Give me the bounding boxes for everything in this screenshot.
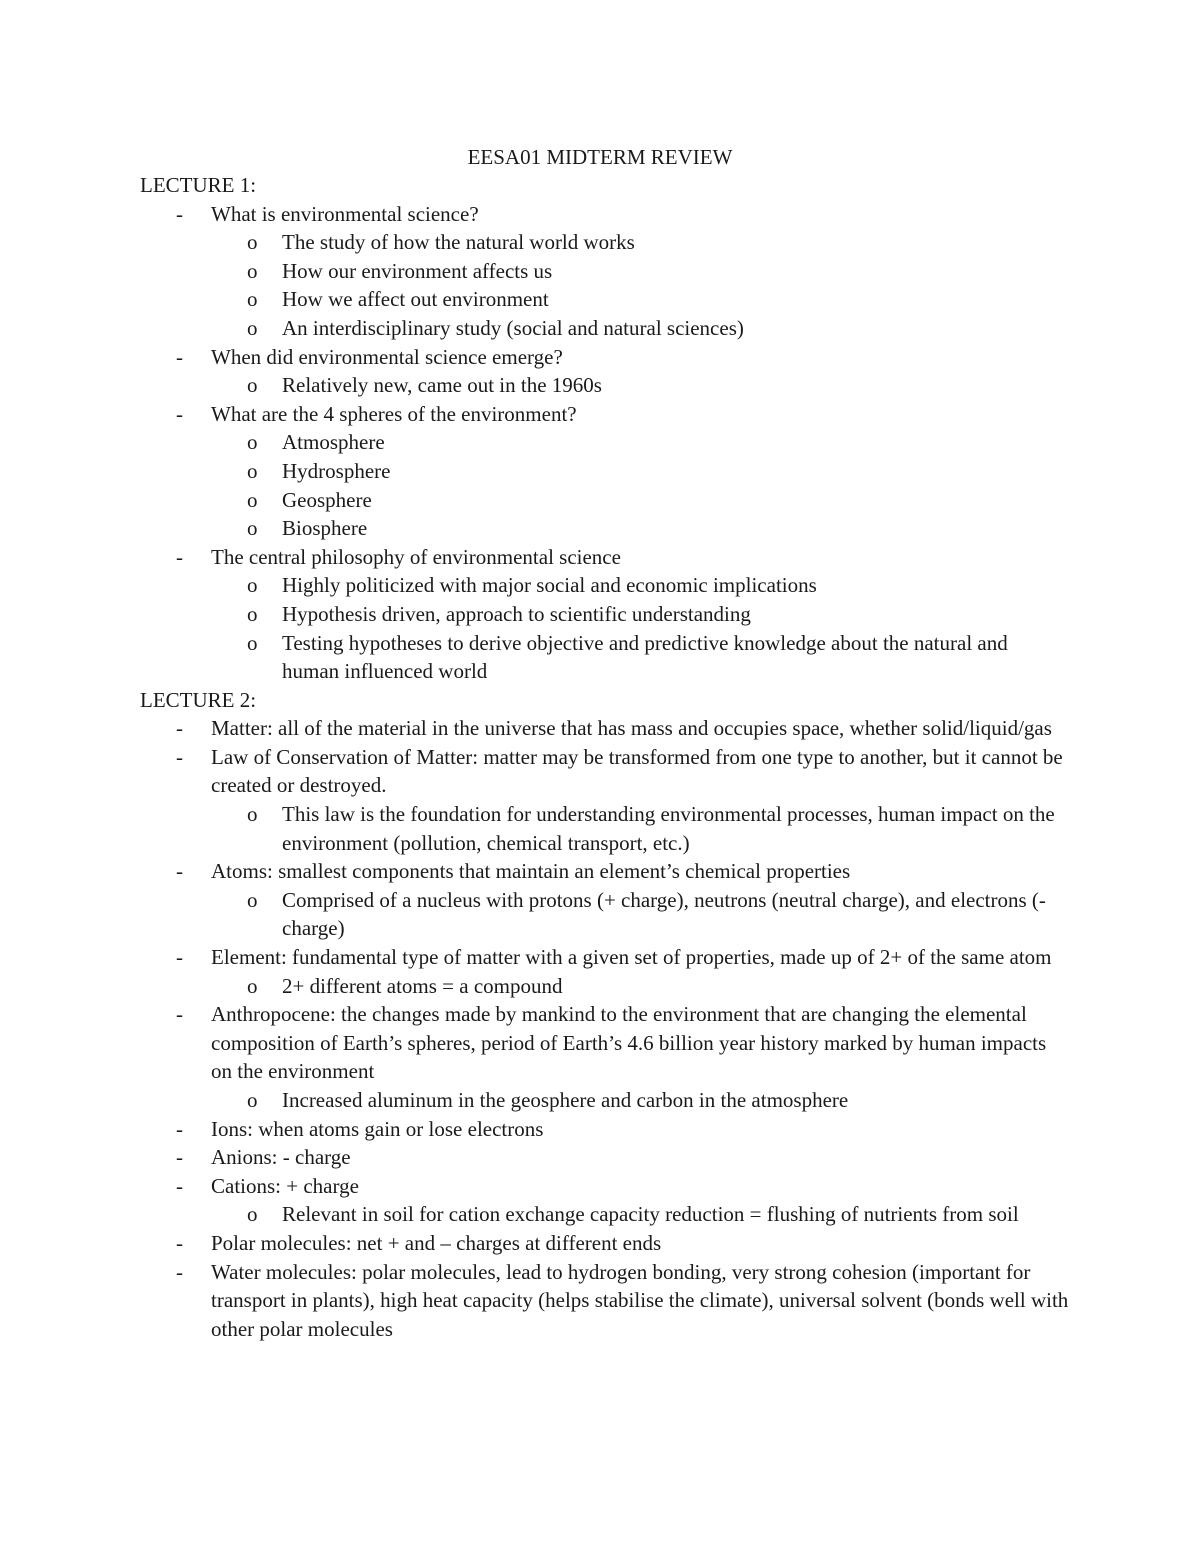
dash-bullet-icon: - (176, 201, 183, 226)
section-heading: LECTURE 1: (140, 173, 257, 197)
bullet-text: Relevant in soil for cation exchange capacity reduction = flushing of nutrients from soil (282, 1202, 1019, 1227)
bullet-item (140, 200, 1070, 229)
dash-bullet-icon: - (176, 945, 183, 970)
bullet-text: Ions: when atoms gain or lose electrons (211, 1116, 544, 1141)
bullet-text: How we affect out environment (282, 287, 549, 312)
bullet-text: An interdisciplinary study (social and natural sciences) (282, 315, 744, 340)
dash-bullet-icon: - (176, 401, 183, 426)
bullet-item (140, 1000, 1070, 1086)
sub-bullet-item (140, 257, 1070, 286)
dash-bullet-icon: - (176, 859, 183, 884)
circle-bullet-icon: o (247, 973, 258, 998)
bullet-text: Highly politicized with major social and economic implications (282, 573, 817, 598)
bullet-text: What is environmental science? (211, 201, 479, 226)
bullet-text: Hypothesis driven, approach to scientific understanding (282, 601, 751, 626)
section-heading: LECTURE 2: (140, 687, 257, 712)
bullet-item (140, 1229, 1070, 1258)
dash-bullet-icon: - (176, 1173, 183, 1198)
sub-bullet-item (140, 1200, 1070, 1229)
circle-bullet-icon: o (247, 287, 258, 312)
dash-bullet-icon: - (176, 344, 183, 369)
dash-bullet-icon: - (176, 1002, 183, 1027)
circle-bullet-icon: o (247, 230, 258, 255)
sub-bullet-item (140, 886, 1070, 943)
bullet-text: Matter: all of the material in the universe that has mass and occupies space, whether solid/liquid/gas (211, 716, 1052, 741)
bullet-text: The central philosophy of environmental science (211, 544, 621, 569)
circle-bullet-icon: o (247, 430, 258, 455)
circle-bullet-icon: o (247, 373, 258, 398)
dash-bullet-icon: - (176, 1145, 183, 1170)
bullet-text: 2+ different atoms = a compound (282, 973, 563, 998)
bullet-text: Comprised of a nucleus with protons (+ charge), neutrons (neutral charge), and electrons (- charge) (282, 887, 1046, 941)
bullet-text: Geosphere (282, 487, 372, 512)
bullet-text: Polar molecules: net + and – charges at different ends (211, 1230, 662, 1255)
bullet-text: When did environmental science emerge? (211, 344, 563, 369)
bullet-item (140, 1258, 1070, 1344)
bullet-text: Element: fundamental type of matter with a given set of properties, made up of 2+ of the same atom (211, 945, 1052, 970)
bullet-item (140, 1172, 1070, 1201)
bullet-item (140, 1143, 1070, 1172)
sub-bullet-item (140, 571, 1070, 600)
sub-bullet-item (140, 486, 1070, 515)
circle-bullet-icon: o (247, 258, 258, 283)
bullet-item (140, 1115, 1070, 1144)
dash-bullet-icon: - (176, 1230, 183, 1255)
circle-bullet-icon: o (247, 887, 258, 912)
circle-bullet-icon: o (247, 315, 258, 340)
document-body (140, 171, 1070, 1343)
bullet-text: Water molecules: polar molecules, lead to hydrogen bonding, very strong cohesion (important for transport in plants), high heat capacity (helps stabilise the climate), universal solvent (bonds well with other polar molecules (211, 1259, 1069, 1341)
bullet-item (140, 714, 1070, 743)
sub-bullet-item (140, 972, 1070, 1001)
bullet-text: Hydrosphere (282, 458, 391, 483)
bullet-item (140, 543, 1070, 572)
sub-bullet-item (140, 600, 1070, 629)
circle-bullet-icon: o (247, 458, 258, 483)
bullet-item (140, 857, 1070, 886)
bullet-item (140, 743, 1070, 800)
sub-bullet-item (140, 800, 1070, 857)
dash-bullet-icon: - (176, 744, 183, 769)
bullet-text: This law is the foundation for understanding environmental processes, human impact on the environment (pollution, chemical transport, etc.) (282, 802, 1055, 855)
bullet-text: How our environment affects us (282, 258, 553, 283)
bullet-text: Atmosphere (282, 430, 385, 455)
bullet-text: Anions: - charge (211, 1145, 351, 1170)
dash-bullet-icon: - (176, 1116, 183, 1141)
bullet-text: Atoms: smallest components that maintain an element’s chemical properties (211, 859, 851, 884)
bullet-item (140, 943, 1070, 972)
dash-bullet-icon: - (176, 716, 183, 741)
sub-bullet-item (140, 514, 1070, 543)
sub-bullet-item (140, 314, 1070, 343)
circle-bullet-icon: o (247, 487, 258, 512)
sub-bullet-item (140, 428, 1070, 457)
circle-bullet-icon: o (247, 802, 258, 827)
bullet-text: Increased aluminum in the geosphere and carbon in the atmosphere (282, 1088, 849, 1112)
bullet-text: Testing hypotheses to derive objective and predictive knowledge about the natural and human influenced world (282, 630, 1008, 684)
bullet-item (140, 343, 1070, 372)
document-title: EESA01 MIDTERM REVIEW (467, 145, 733, 169)
sub-bullet-item (140, 285, 1070, 314)
circle-bullet-icon: o (247, 601, 258, 626)
bullet-text: Law of Conservation of Matter: matter may be transformed from one type to another, but it cannot be created or destroyed. (211, 744, 1063, 798)
bullet-text: Relatively new, came out in the 1960s (282, 373, 602, 398)
dash-bullet-icon: - (176, 1259, 183, 1284)
bullet-text: Anthropocene: the changes made by mankind to the environment that are changing the elemental composition of Earth’s spheres, period of Earth’s 4.6 billion year history marked by human impacts on the environment (211, 1002, 1047, 1084)
circle-bullet-icon: o (247, 1202, 258, 1227)
bullet-item (140, 400, 1070, 429)
circle-bullet-icon: o (247, 516, 258, 541)
sub-bullet-item (140, 1086, 1070, 1115)
bullet-text: Biosphere (282, 516, 368, 541)
lecture-section (140, 171, 1070, 686)
sub-bullet-item (140, 457, 1070, 486)
sub-bullet-item (140, 371, 1070, 400)
bullet-text: What are the 4 spheres of the environment? (211, 401, 577, 426)
lecture-section (140, 686, 1070, 1344)
sub-bullet-item (140, 228, 1070, 257)
bullet-text: Cations: + charge (211, 1173, 359, 1198)
circle-bullet-icon: o (247, 630, 258, 655)
sub-bullet-item (140, 629, 1070, 686)
bullet-text: The study of how the natural world works (282, 230, 635, 255)
circle-bullet-icon: o (247, 573, 258, 598)
circle-bullet-icon: o (247, 1088, 258, 1112)
dash-bullet-icon: - (176, 544, 183, 569)
